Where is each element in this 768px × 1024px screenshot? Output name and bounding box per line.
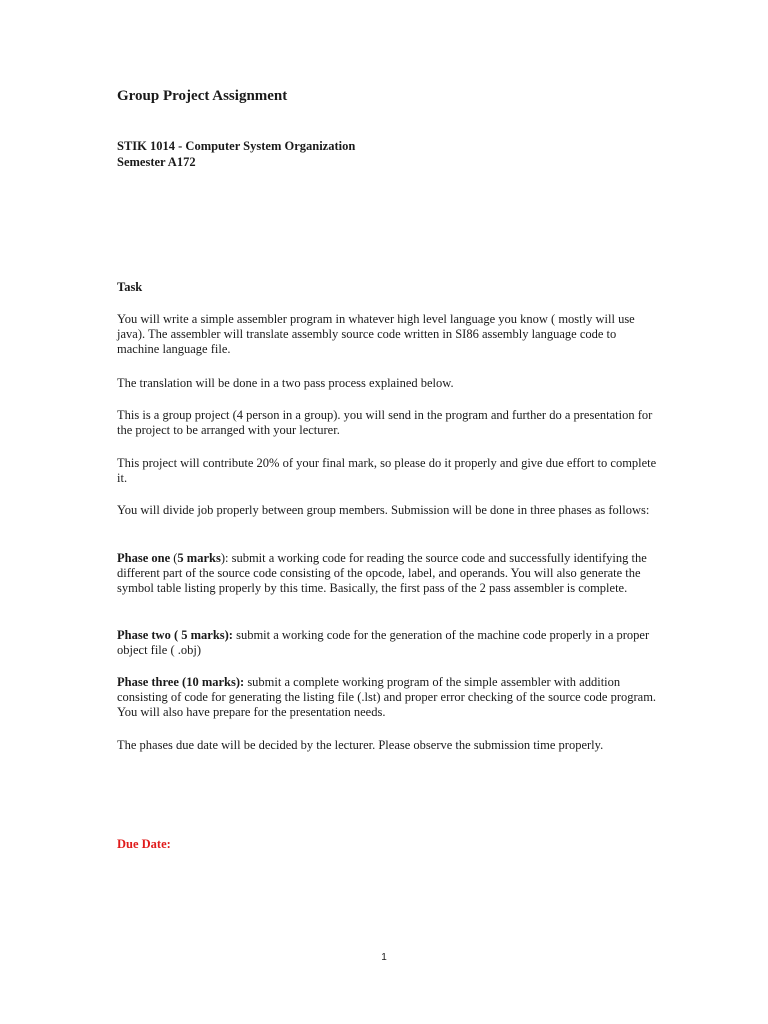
phase-one-label-paren: ( bbox=[170, 551, 178, 565]
task-heading: Task bbox=[117, 280, 143, 294]
paragraph-intro: You will write a simple assembler program in whatever high level language you know ( mostly will use java). The assembler will translate assembly source code written in SI86 assembly language code to machine language file. bbox=[117, 312, 635, 357]
phase-three-text: submit a complete working program of the simple assembler with addition consisting of code for generating the listing file (.lst) and proper error checking of the source code program. You will also have prepare for the presentation needs. bbox=[117, 675, 657, 720]
paragraph-group: This is a group project (4 person in a group). you will send in the program and further do a presentation for the project to be arranged with your lecturer. bbox=[117, 408, 653, 438]
phase-one-text: submit a working code for reading the source code and successfully identifying the different part of the source code consisting of the opcode, label, and operands. You will also generate the symbol table listing properly by this time. Basically, the first pass of the 2 pass assembler is complete. bbox=[117, 551, 647, 596]
phase-three-label: Phase three (10 marks): bbox=[117, 675, 245, 689]
phase-two-text: submit a working code for the generation of the machine code properly in a proper object file ( .obj) bbox=[117, 628, 650, 658]
paragraph-translation: The translation will be done in a two pass process explained below. bbox=[117, 376, 454, 390]
phase-three-paragraph bbox=[117, 675, 657, 721]
course-code-name: STIK 1014 - Computer System Organization bbox=[117, 139, 356, 153]
paragraph-division: You will divide job properly between group members. Submission will be done in three phases as follows: bbox=[117, 503, 650, 517]
phase-two-label: Phase two ( 5 marks): bbox=[117, 628, 233, 642]
due-date-label: Due Date: bbox=[117, 837, 171, 851]
phase-two-paragraph bbox=[117, 628, 657, 658]
paragraph-contribution: This project will contribute 20% of your final mark, so please do it properly and give due effort to complete it. bbox=[117, 456, 657, 486]
page-number: 1 bbox=[381, 952, 387, 963]
semester-label: Semester A172 bbox=[117, 155, 196, 169]
phase-one-marks: 5 marks bbox=[177, 551, 221, 565]
phase-one-paragraph bbox=[117, 551, 657, 597]
paragraph-closing: The phases due date will be decided by the lecturer. Please observe the submission time properly. bbox=[117, 738, 604, 752]
phase-one-label: Phase one bbox=[117, 551, 171, 565]
phase-one-label-close: ): bbox=[220, 551, 232, 565]
document-title: Group Project Assignment bbox=[117, 88, 288, 104]
